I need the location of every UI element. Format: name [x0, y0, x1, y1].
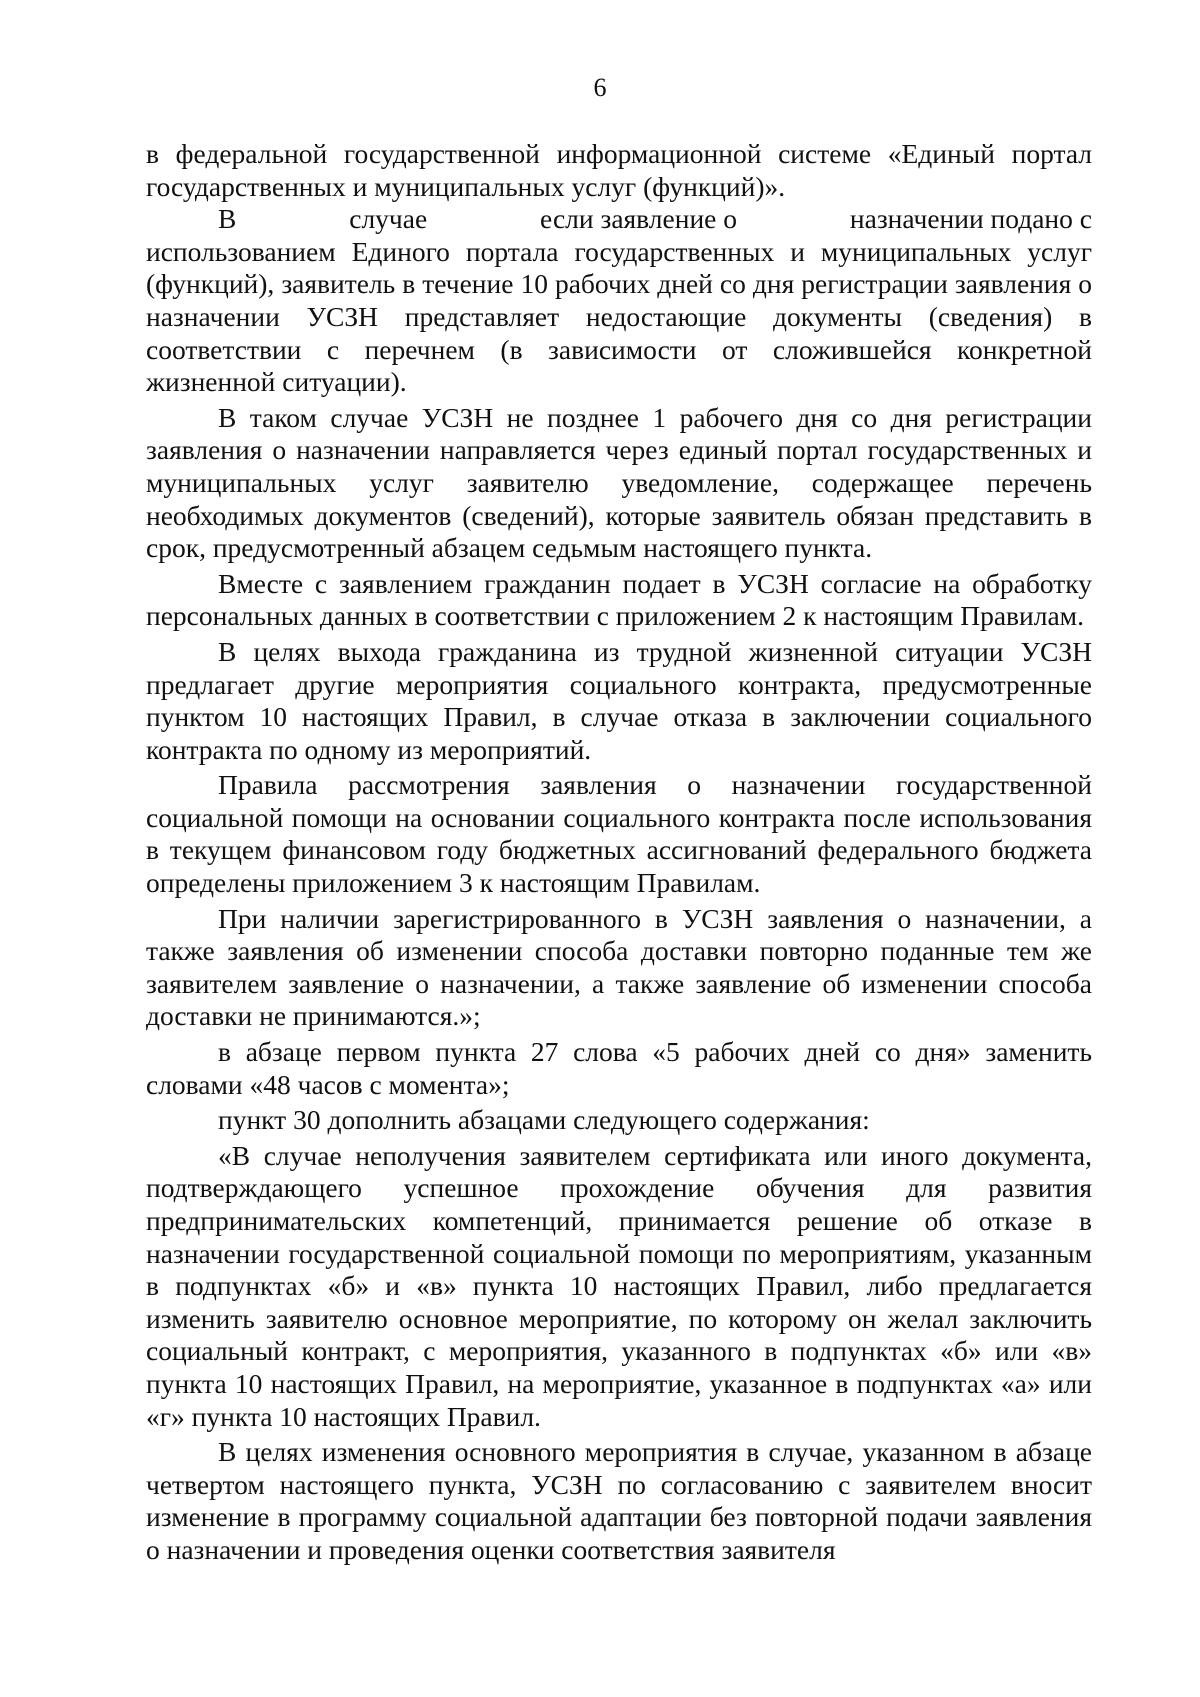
document-body: [146, 138, 1092, 1567]
case-line-word-2: случае: [349, 203, 428, 235]
case-line-word-4: назначении подано с: [849, 203, 1092, 235]
case-line-word-3: если заявление о: [540, 203, 737, 235]
paragraph-10: «В случае неполучения заявителем сертификата или иного документа, подтверждающего успешное прохождение обучения для развития предпринимательских компетенций, принимается решение об отказе в назначении государственной социальной помощи по мероприятиям, указанным в подпунктах «б» и «в» пункта 10 настоящих Правил, либо предлагается изменить заявителю основное мероприятие, по которому он желал заключить социальный контракт, с мероприятия, указанного в подпунктах «б» или «в» пункта 10 настоящих Правил, на мероприятие, указанное в подпунктах «а» или «г» пункта 10 настоящих Правил.: [146, 1139, 1092, 1432]
paragraph-4: Вместе с заявлением гражданин подает в УСЗН согласие на обработку персональных данных в соответствии с приложением 2 к настоящим Правилам.: [146, 567, 1092, 632]
paragraph-6: Правила рассмотрения заявления о назначении государственной социальной помощи на основании социального контракта после использования в текущем финансовом году бюджетных ассигнований федерального бюджета определены приложением 3 к настоящим Правилам.: [146, 769, 1092, 899]
paragraph-3: В таком случае УСЗН не позднее 1 рабочего дня со дня регистрации заявления о назначении направляется через единый портал государственных и муниципальных услуг заявителю уведомление, содержащее перечень необходимых документов (сведений), которые заявитель обязан представить в срок, предусмотренный абзацем седьмым настоящего пункта.: [146, 401, 1092, 564]
paragraph-2: использованием Единого портала государственных и муниципальных услуг (функций), заявитель в течение 10 рабочих дней со дня регистрации заявления о назначении УСЗН представляет недостающие документы (сведения) в соответствии с перечнем (в зависимости от сложившейся конкретной жизненной ситуации).: [146, 235, 1092, 398]
paragraph-7: При наличии зарегистрированного в УСЗН заявления о назначении, а также заявления об изменении способа доставки повторно поданные тем же заявителем заявление о назначении, а также заявление об изменении способа доставки не принимаются.»;: [146, 902, 1092, 1032]
paragraph-9: пункт 30 дополнить абзацами следующего содержания:: [218, 1104, 870, 1136]
page-number: 6: [593, 73, 607, 102]
case-line: [146, 203, 1092, 236]
paragraph-11: В целях изменения основного мероприятия в случае, указанном в абзаце четвертом настоящего пункта, УСЗН по согласованию с заявителем вносит изменение в программу социальной адаптации без повторной подачи заявления о назначении и проведения оценки соответствия заявителя: [146, 1436, 1092, 1565]
paragraph-5: В целях выхода гражданина из трудной жизненной ситуации УСЗН предлагает другие мероприятия социального контракта, предусмотренные пунктом 10 настоящих Правил, в случае отказа в заключении социального контракта по одному из мероприятий.: [146, 635, 1092, 765]
paragraph-1: в федеральной государственной информационной системе «Единый портал государственных и муниципальных услуг (функций)».: [146, 138, 1092, 202]
case-line-word-1: В: [218, 203, 237, 235]
paragraph-8: в абзаце первом пункта 27 слова «5 рабочих дней со дня» заменить словами «48 часов с момента»;: [146, 1036, 1092, 1100]
